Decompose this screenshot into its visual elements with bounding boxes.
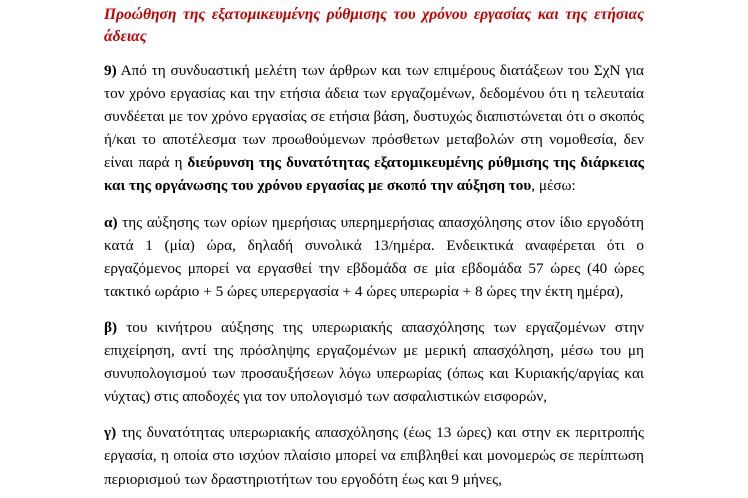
section-heading: Προώθηση της εξατομικευμένης ρύθμισης του χρόνου εργασίας και της ετήσιας άδειας [104, 6, 644, 45]
paragraph-marker: α) [104, 213, 118, 231]
paragraph-text: , μέσω: [531, 177, 576, 195]
paragraph-para-g [104, 421, 644, 490]
paragraph-text: της αύξησης των ορίων ημερήσιας υπερημερήσιας απασχόλησης στον ίδιο εργοδότη κατά 1 (μία) ώρα, δηλαδή συνολικά 13/ημέρα. Ενδεικτικά αναφέρεται ότι ο εργαζόμενος μπορεί να εργασθεί την εβδομάδα σε μία εβδομάδα 57 ώρες (40 ώρες τακτικό ωράριο + 5 ώρες υπερεργασία + 4 ώρες υπερωρία + 8 ώρες την έκτη ημέρα), [104, 213, 644, 300]
paragraph-para-a [104, 211, 644, 303]
paragraph-text: Από τη συνδυαστική μελέτη των άρθρων και των επιμέρους διατάξεων του ΣχΝ για τον χρόνο εργασίας και την ετήσια άδεια των εργαζομένων, δεδομένου ότι η τελευταία συνδέεται με τον χρόνο εργασίας σε ετήσια βάση, δυστυχώς διαπιστώνεται ότι ο σκοπός ή/και το αποτέλεσμα των προωθούμενων πρόσθετων μεταβολών στη νομοθεσία, δεν είναι παρά η [104, 62, 644, 172]
paragraph-text: της δυνατότητας υπερωριακής απασχόλησης (έως 13 ώρες) και στην εκ περιτροπής εργασία, η οποία στο ισχύον πλαίσιο μπορεί να επιβληθεί και μονομερώς σε περίπτωση περιορισμού των δραστηριοτήτων του εργοδότη έως και 9 μήνες, [104, 424, 644, 488]
paragraph-text: του κινήτρου αύξησης της υπερωριακής απασχόλησης των εργαζομένων στην επιχείρηση, αντί της πρόσληψης εργαζομένων με μερική απασχόληση, μέσω του μη συνυπολογισμού των προσαυξήσεων λόγω υπερωρίας (όπως και Κυριακής/αργίας και νύχτας) στις αποδοχές για τον υπολογισμό των ασφαλιστικών εισφορών, [104, 318, 644, 406]
paragraph-marker: β) [104, 318, 118, 336]
emphasis-text: διεύρυνση της δυνατότητας εξατομικευμένης ρύθμισης της διάρκειας και της οργάνωσης του χρόνου εργασίας με σκοπό την αύξηση του [104, 154, 644, 195]
paragraph-para-9 [104, 59, 644, 198]
paragraph-para-b [104, 316, 644, 408]
paragraph-marker: 9) [104, 62, 117, 79]
paragraph-marker: γ) [104, 424, 117, 442]
document-body [104, 59, 644, 491]
